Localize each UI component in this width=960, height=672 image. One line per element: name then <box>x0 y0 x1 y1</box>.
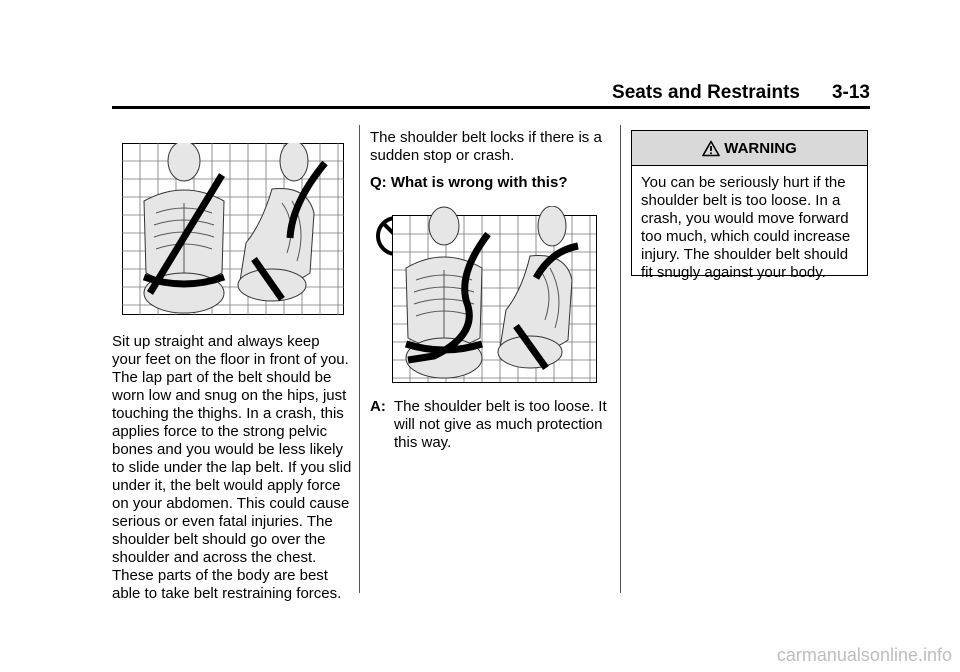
page-header <box>112 82 870 109</box>
watermark: carmanualsonline.info <box>776 645 952 665</box>
answer-block <box>370 398 610 452</box>
loose-belt-illustration <box>376 206 598 384</box>
section-title: Seats and Restraints <box>612 82 800 103</box>
warning-body: You can be seriously hurt if the shoulder belt is too loose. In a crash, you would move forward too much, which could increase injury. The shoulder belt should fit snugly against your body. <box>641 174 851 281</box>
middle-column <box>370 129 610 192</box>
column-divider-2 <box>620 125 621 593</box>
warning-header <box>632 131 867 166</box>
warning-box <box>631 130 868 281</box>
posture-paragraph: Sit up straight and always keep your feet on the floor in front of you. The lap part of the belt should be worn low and snug on the hips, just touching the thighs. In a crash, this applies force to the strong pelvic bones and you would be less likely to slide under the lap belt. If you slid under it, the belt would apply force on your abdomen. This could cause serious or even fatal injuries. The shoulder belt should go over the shoulder and across the chest. These parts of the body are best able to take belt restraining forces. <box>112 333 352 602</box>
answer-text: The shoulder belt is too loose. It will not give as much protection this way. <box>394 398 607 451</box>
question-text: Q: What is wrong with this? <box>370 174 568 191</box>
correct-belt-illustration <box>122 143 344 315</box>
left-column <box>112 333 352 603</box>
page-number: 3-13 <box>831 82 870 103</box>
column-divider-1 <box>359 125 360 593</box>
warning-triangle-icon <box>702 140 720 157</box>
answer-label: A: <box>370 398 386 415</box>
warning-title: WARNING <box>724 139 797 157</box>
belt-locks-paragraph: The shoulder belt locks if there is a sudden stop or crash. <box>370 129 602 164</box>
